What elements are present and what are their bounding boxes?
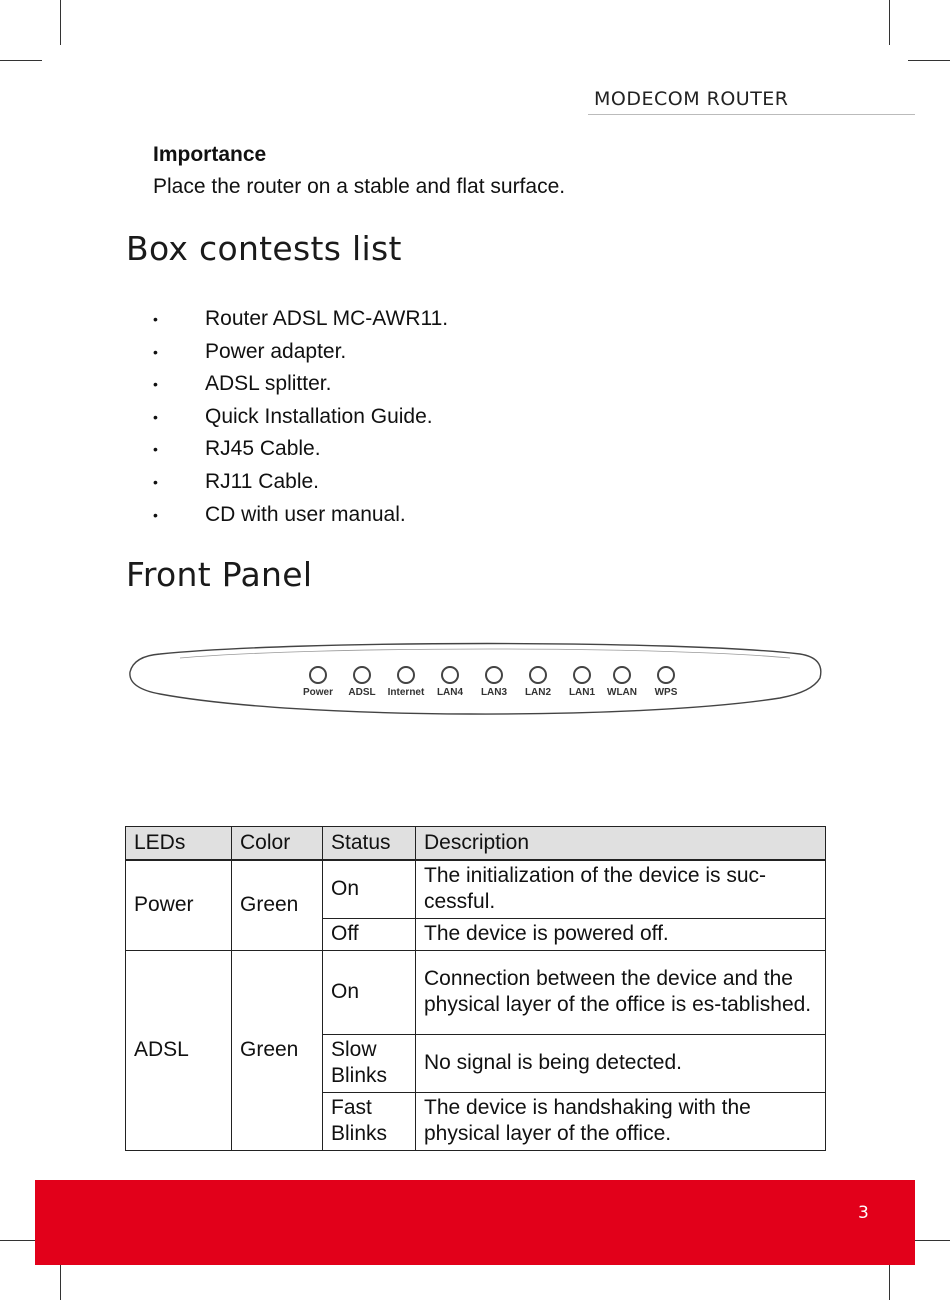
- led-indicator-internet: [384, 666, 428, 698]
- led-description-cell: The initialization of the device is suc-cessful.: [416, 860, 826, 918]
- running-header: MODECOM ROUTER: [594, 88, 789, 110]
- led-circle-icon: [353, 666, 371, 684]
- box-contents-heading: Box contests list: [126, 229, 402, 268]
- crop-mark: [60, 0, 61, 45]
- front-panel-heading: Front Panel: [126, 555, 313, 594]
- led-indicator-lan1: [560, 666, 604, 698]
- list-item-text: Quick Installation Guide.: [205, 404, 433, 428]
- column-header: LEDs: [126, 827, 232, 861]
- table-row: [126, 950, 826, 1034]
- led-status-table: [125, 826, 826, 1151]
- list-item: [150, 466, 448, 499]
- bullet-icon: •: [153, 506, 158, 523]
- led-status-cell: Off: [323, 918, 416, 950]
- crop-mark: [0, 60, 42, 61]
- led-label: LAN3: [480, 687, 508, 698]
- led-status-cell: Slow Blinks: [323, 1034, 416, 1092]
- bullet-icon: •: [153, 376, 158, 393]
- led-label: ADSL: [348, 687, 376, 698]
- led-indicator-lan4: [428, 666, 472, 698]
- led-description-cell: The device is handshaking with the physical layer of the office.: [416, 1092, 826, 1150]
- led-indicator-lan2: [516, 666, 560, 698]
- box-contents-list: [150, 303, 448, 531]
- led-status-cell: Fast Blinks: [323, 1092, 416, 1150]
- list-item: [150, 303, 448, 336]
- led-circle-icon: [485, 666, 503, 684]
- list-item: [150, 499, 448, 532]
- led-name-cell: Power: [126, 860, 232, 950]
- bullet-icon: •: [153, 408, 158, 425]
- led-indicator-wps: [644, 666, 688, 698]
- bullet-icon: •: [153, 441, 158, 458]
- list-item-text: CD with user manual.: [205, 502, 406, 526]
- crop-mark: [908, 60, 950, 61]
- led-label: Internet: [387, 687, 425, 698]
- led-circle-icon: [573, 666, 591, 684]
- list-item: [150, 336, 448, 369]
- list-item-text: Power adapter.: [205, 339, 347, 363]
- bullet-icon: •: [153, 343, 158, 360]
- led-circle-icon: [397, 666, 415, 684]
- list-item: [150, 401, 448, 434]
- led-color-cell: Green: [232, 950, 323, 1150]
- list-item: [150, 368, 448, 401]
- led-circle-icon: [309, 666, 327, 684]
- led-description-cell: No signal is being detected.: [416, 1034, 826, 1092]
- led-indicator-wlan: [600, 666, 644, 698]
- list-item: [150, 433, 448, 466]
- page-number: 3: [858, 1203, 869, 1223]
- led-indicator-lan3: [472, 666, 516, 698]
- led-name-cell: ADSL: [126, 950, 232, 1150]
- footer-bar: [35, 1180, 915, 1265]
- importance-title: Importance: [153, 143, 267, 166]
- column-header: Status: [323, 827, 416, 861]
- led-circle-icon: [529, 666, 547, 684]
- table-row: [126, 860, 826, 918]
- column-header: Description: [416, 827, 826, 861]
- led-label: LAN2: [524, 687, 552, 698]
- led-label: LAN4: [436, 687, 464, 698]
- led-indicator-adsl: [340, 666, 384, 698]
- led-description-cell: The device is powered off.: [416, 918, 826, 950]
- list-item-text: Router ADSL MC-AWR11.: [205, 307, 449, 330]
- led-circle-icon: [613, 666, 631, 684]
- led-label: Power: [302, 687, 333, 698]
- led-status-cell: On: [323, 950, 416, 1034]
- led-color-cell: Green: [232, 860, 323, 950]
- led-label: LAN1: [568, 687, 596, 698]
- led-label: WLAN: [607, 687, 637, 698]
- led-circle-icon: [441, 666, 459, 684]
- column-header: Color: [232, 827, 323, 861]
- led-status-cell: On: [323, 860, 416, 918]
- led-description-cell: Connection between the device and the physical layer of the office is es-tablished.: [416, 950, 826, 1034]
- list-item-text: RJ11 Cable.: [205, 469, 320, 493]
- crop-mark: [889, 0, 890, 45]
- led-label: WPS: [654, 687, 678, 698]
- bullet-icon: •: [153, 311, 158, 327]
- importance-text: Place the router on a stable and flat surface.: [153, 175, 566, 198]
- list-item-text: RJ45 Cable.: [205, 437, 321, 461]
- led-circle-icon: [657, 666, 675, 684]
- list-item-text: ADSL splitter.: [205, 372, 332, 396]
- bullet-icon: •: [153, 473, 158, 490]
- header-rule: [588, 114, 915, 115]
- led-indicator-power: [296, 666, 340, 698]
- table-header-row: [126, 827, 826, 861]
- led-indicator-row: [296, 666, 686, 706]
